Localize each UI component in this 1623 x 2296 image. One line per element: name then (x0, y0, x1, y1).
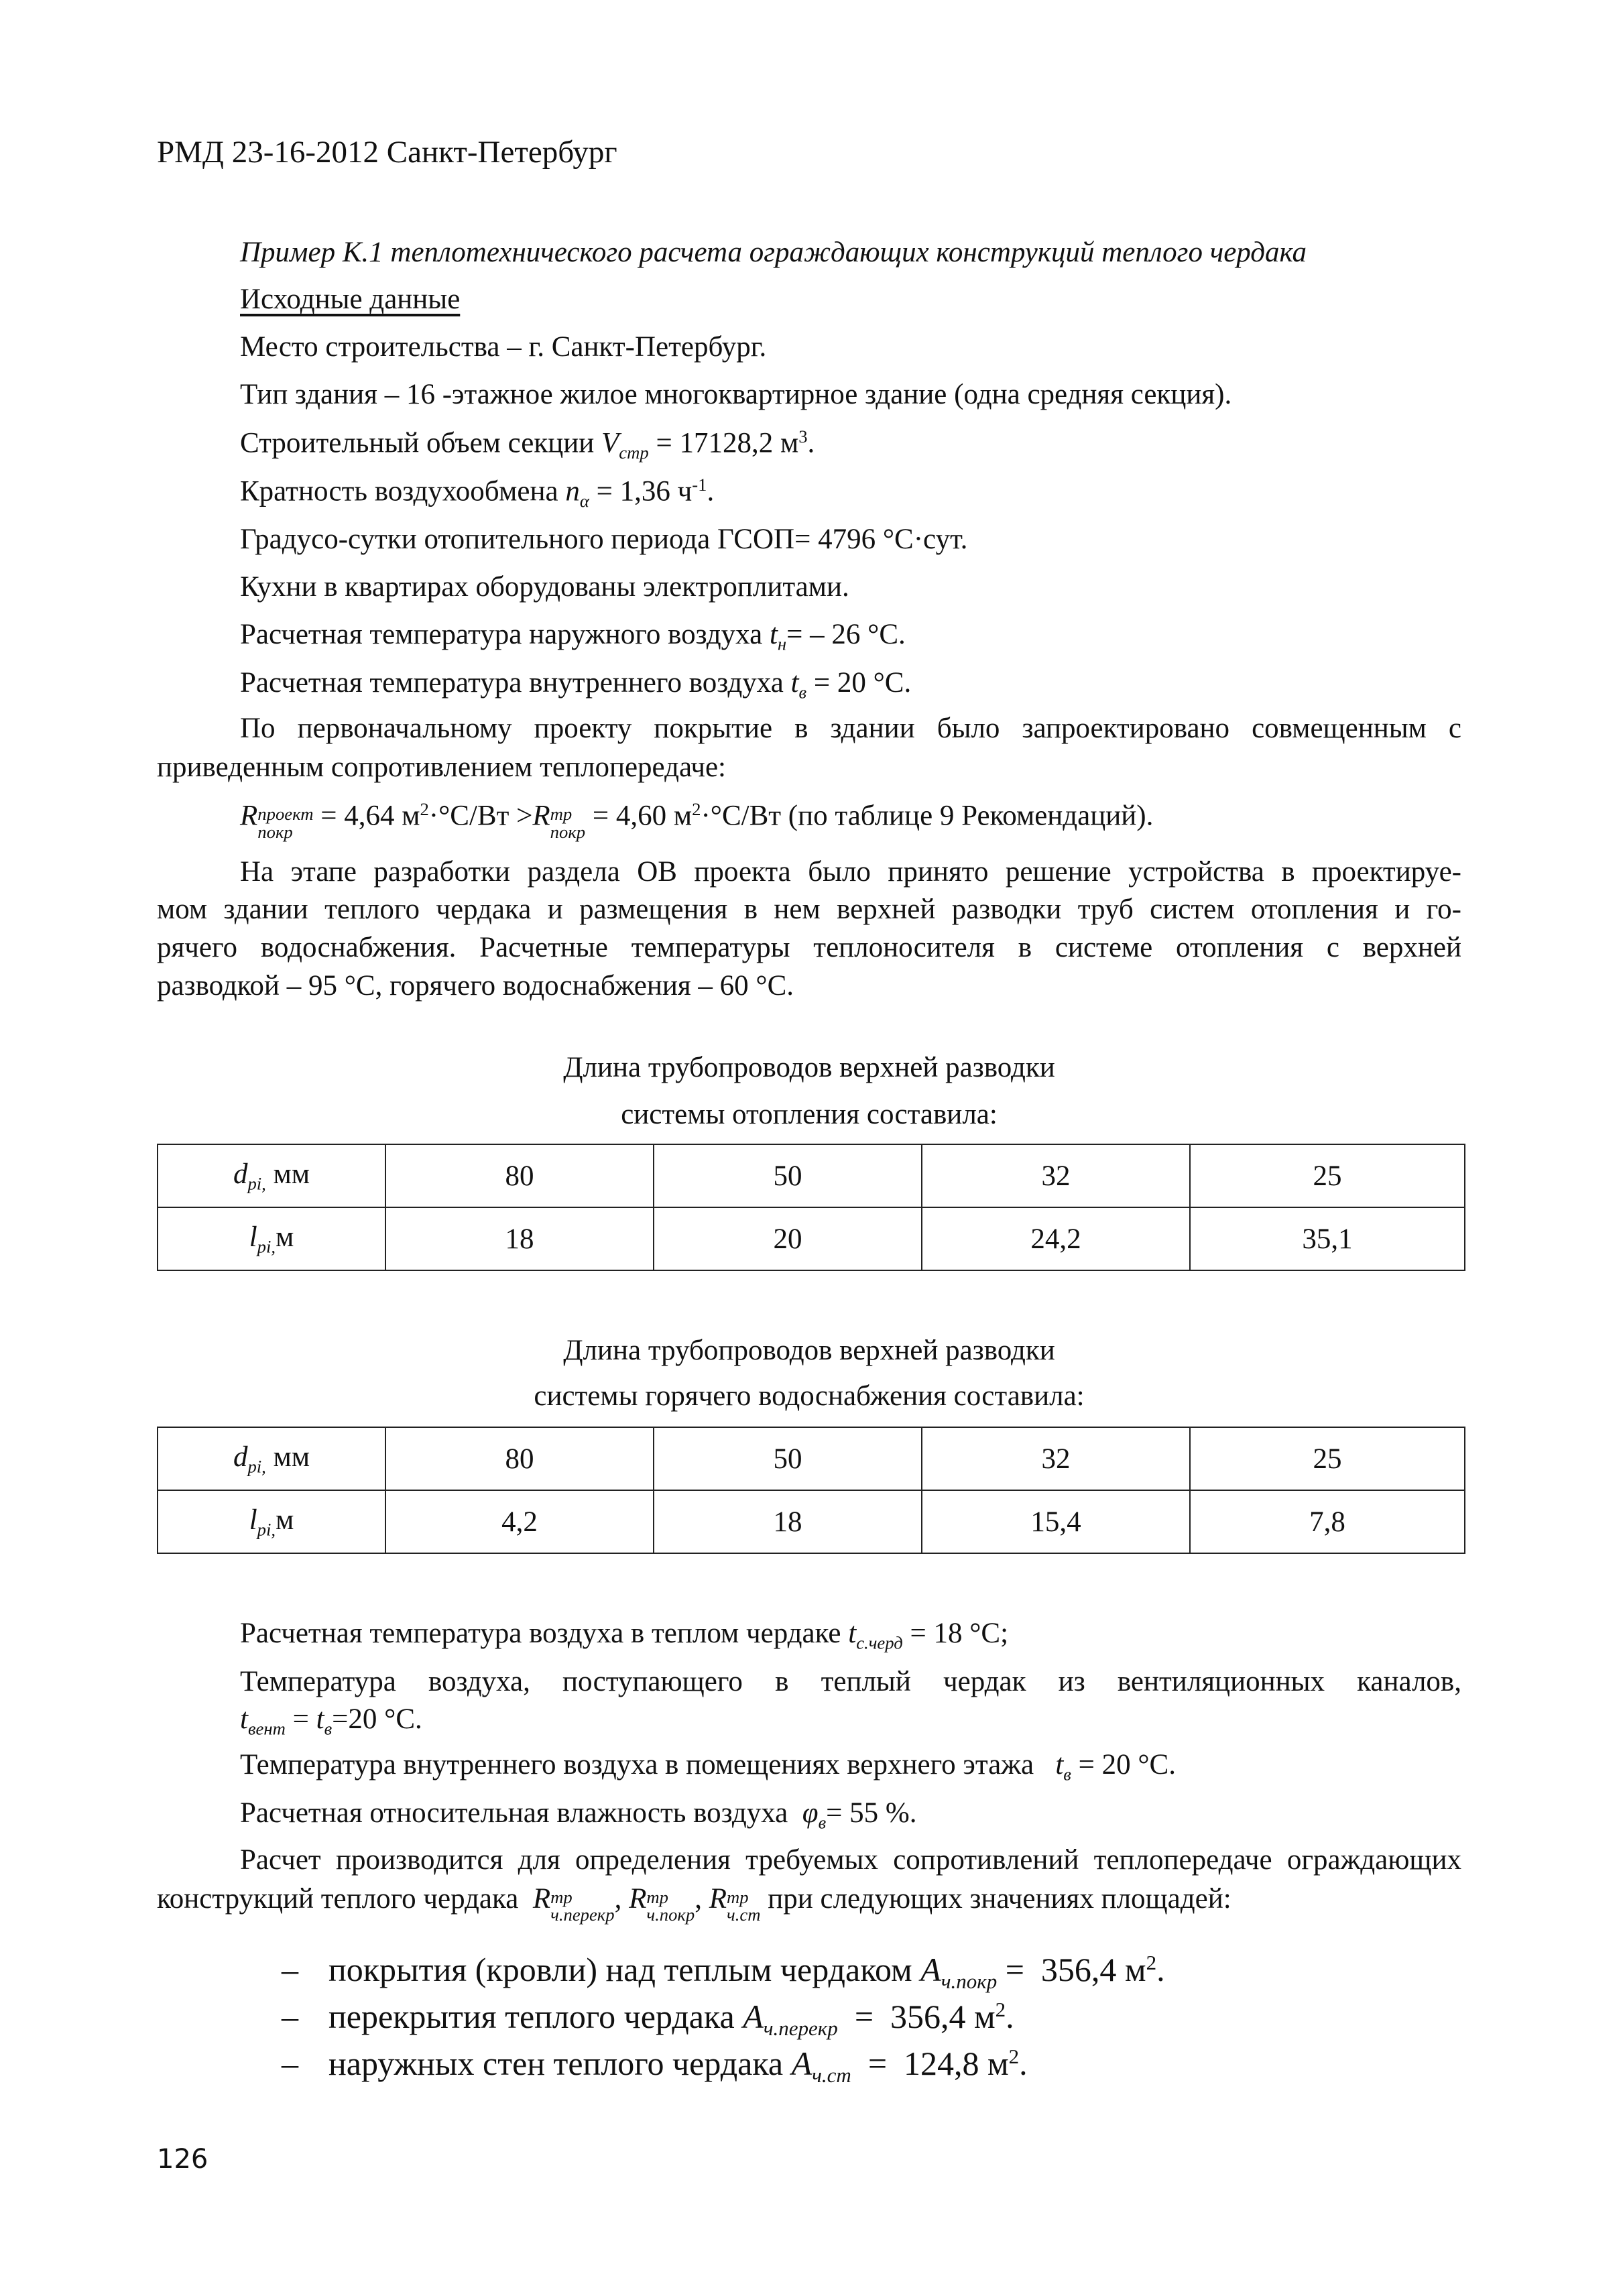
paragraph-original-line-2: приведенным сопротивлением теплопередаче: (157, 751, 726, 783)
paragraph-decision-line-4: разводкой – 95 °С, горячего водоснабжения – 60 °С. (157, 970, 794, 1002)
table-cell: 50 (654, 1427, 922, 1490)
heating-pipes-table (157, 1144, 1465, 1271)
table-row (158, 1427, 1465, 1490)
hot-water-pipes-table (157, 1427, 1465, 1554)
top-floor-temperature: Температура внутреннего воздуха в помещениях верхнего этажа $t_в = 20$ °С. (240, 1749, 1176, 1785)
example-title: Пример К.1 теплотехнического расчета ограждающих конструкций теплого чердака (240, 237, 1307, 268)
calculation-line-1: Расчет производится для определения требуемых сопротивлений теплопередаче ограждающих (240, 1844, 1461, 1876)
air-exchange-rate: Кратность воздухообмена $n_\alpha = 1,36$ $ч^{-1}$. (240, 475, 715, 511)
hot-water-table-caption-line-1: Длина трубопроводов верхней разводки (563, 1335, 1055, 1366)
paragraph-decision-line-2: мом здании теплого чердака и размещения в нем верхней разводки труб систем отопления и го- (157, 894, 1461, 925)
row-label-length: $l_{pi,}м$ (158, 1207, 385, 1270)
initial-data-heading: Исходные данные (240, 284, 461, 315)
area-item-walls: – наружных стен теплого чердака $A_{ч.ст} = 124,8$ $м^2$. (282, 2045, 1028, 2087)
hot-water-table-caption-line-2: системы горячего водоснабжения составила: (534, 1380, 1085, 1412)
table-cell: 32 (922, 1427, 1190, 1490)
relative-humidity: Расчетная относительная влажность воздуха $\varphi_в= 55$ %. (240, 1797, 917, 1833)
area-item-roof: – покрытия (кровли) над теплым чердаком $A_{ч.покр} = 356,4$ $м^2$. (282, 1951, 1165, 1993)
calculation-line-2: конструкций теплого чердака R тр ч.перекр , R тр ч.покр , R тр ч.ст при следующих значениях площадей: (157, 1883, 1231, 1925)
table-cell: 18 (654, 1490, 922, 1553)
paragraph-decision-line-3: рячего водоснабжения. Расчетные температуры теплоносителя в системе отопления с верхней (157, 932, 1461, 963)
building-type: Тип здания – 16 -этажное жилое многоквартирное здание (одна средняя секция). (240, 379, 1232, 410)
indoor-temperature: Расчетная температура внутреннего воздуха $t_в = 20$ °С. (240, 667, 912, 703)
construction-place: Место строительства – г. Санкт-Петербург. (240, 331, 767, 363)
row-label-length: $l_{pi,}м$ (158, 1490, 385, 1553)
outdoor-temperature: Расчетная температура наружного воздуха $t_н= - 26$ °С. (240, 619, 906, 654)
resistance-formula: R проект покр = 4,64 $м^2\cdot^\circ С/Вт >R$ тр покр = 4,60 $м^2\cdot^\circ С/Вт$ (по таблице 9 Рекомендаций). (240, 799, 1154, 842)
kitchens-note: Кухни в квартирах оборудованы электроплитами. (240, 571, 849, 603)
vent-air-line-1: Температура воздуха, поступающего в теплый чердак из вентиляционных каналов, (240, 1666, 1461, 1697)
table-row (158, 1207, 1465, 1270)
table-cell: 50 (654, 1144, 922, 1207)
row-label-diameter: $d_{pi,}$ мм (158, 1427, 385, 1490)
table-cell: 80 (385, 1427, 654, 1490)
paragraph-decision-line-1: На этапе разработки раздела ОВ проекта было принято решение устройства в проектируе- (240, 856, 1461, 888)
table-cell: 4,2 (385, 1490, 654, 1553)
section-volume: Строительный объем секции $V_{стр} = 17128,2$ $м^3$. (240, 426, 815, 463)
table-row (158, 1490, 1465, 1553)
table-cell: 15,4 (922, 1490, 1190, 1553)
table-cell: 18 (385, 1207, 654, 1270)
table-cell: 25 (1190, 1427, 1465, 1490)
table-cell: 20 (654, 1207, 922, 1270)
table-cell: 35,1 (1190, 1207, 1465, 1270)
heating-table-caption-line-1: Длина трубопроводов верхней разводки (563, 1052, 1055, 1083)
area-item-ceiling: – перекрытия теплого чердака $A_{ч.перекр} = 356,4$ $м^2$. (282, 1998, 1014, 2040)
heating-table-caption-line-2: системы отопления составила: (621, 1099, 998, 1130)
row-label-diameter: $d_{pi,}$ мм (158, 1144, 385, 1207)
table-cell: 7,8 (1190, 1490, 1465, 1553)
paragraph-original-line-1: По первоначальному проекту покрытие в здании было запроектировано совмещенным с (240, 713, 1461, 744)
vent-air-line-2: $t_{вент} = t_в=20$ °С. (240, 1703, 422, 1739)
page-number: 126 (157, 2144, 208, 2175)
attic-temperature: Расчетная температура воздуха в теплом чердаке $t_{с.черд} = 18$ °С; (240, 1618, 1009, 1653)
table-cell: 32 (922, 1144, 1190, 1207)
document-header: РМД 23-16-2012 Санкт-Петербург (157, 135, 617, 170)
degree-days: Градусо-сутки отопительного периода ГСОП= 4796 °С·сут. (240, 524, 968, 555)
table-row (158, 1144, 1465, 1207)
table-cell: 80 (385, 1144, 654, 1207)
table-cell: 24,2 (922, 1207, 1190, 1270)
table-cell: 25 (1190, 1144, 1465, 1207)
